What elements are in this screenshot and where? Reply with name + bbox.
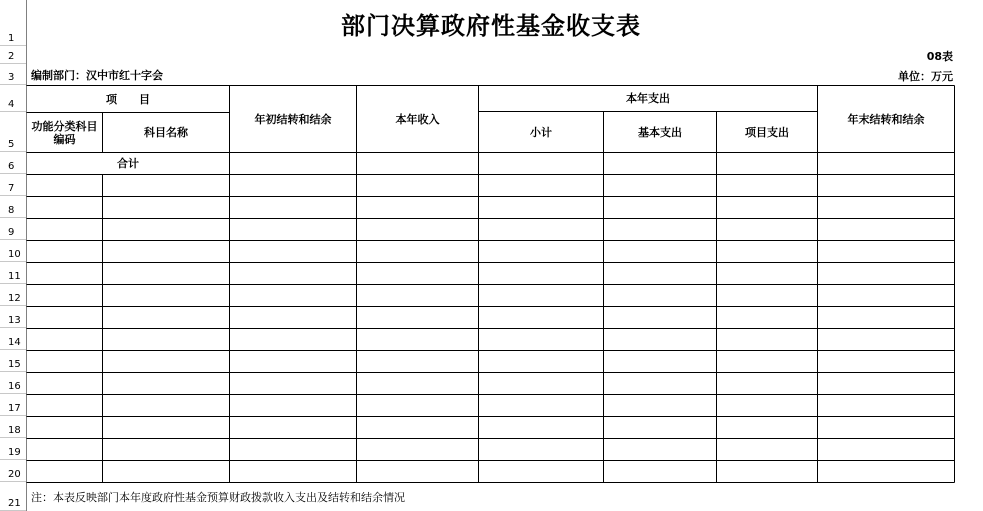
header-income: 本年收入 [395,112,440,126]
row-number[interactable]: 6 [0,152,26,174]
row-number[interactable]: 19 [0,438,26,460]
row-number[interactable]: 15 [0,350,26,372]
header-subtotal: 小计 [530,125,552,139]
unit-label: 单位：万元 [898,70,953,83]
footnote: 注：本表反映部门本年度政府性基金预算财政拨款收入支出及结转和结余情况 [31,491,405,504]
row-number[interactable]: 18 [0,416,26,438]
row-number[interactable]: 1 [0,0,26,46]
row-number[interactable]: 11 [0,262,26,284]
header-subject-name: 科目名称 [144,126,188,139]
row-number[interactable]: 9 [0,218,26,240]
row-number[interactable]: 17 [0,394,26,416]
row-number[interactable]: 2 [0,46,26,64]
header-expense: 本年支出 [626,92,670,105]
row-number[interactable]: 4 [0,85,26,112]
header-func-code: 功能分类科目编码 [31,119,98,146]
row-number[interactable]: 8 [0,196,26,218]
row-number[interactable]: 21 [0,482,26,511]
row-number[interactable]: 13 [0,306,26,328]
row-number[interactable]: 12 [0,284,26,306]
header-begin-balance: 年初结转和结余 [254,112,332,126]
page-title: 部门决算政府性基金收支表 [341,11,641,40]
total-row-label: 合计 [117,157,139,170]
form-number: 08表 [926,50,953,63]
header-end-balance: 年末结转和结余 [847,112,925,126]
row-number[interactable]: 20 [0,460,26,482]
row-number[interactable]: 16 [0,372,26,394]
department-label: 编制部门：汉中市红十字会 [31,69,163,82]
row-number[interactable]: 3 [0,64,26,85]
row-number[interactable]: 14 [0,328,26,350]
header-project-expense: 项目支出 [745,125,789,139]
row-number[interactable]: 5 [0,112,26,152]
row-number[interactable]: 7 [0,174,26,196]
header-project: 项 目 [106,92,150,106]
row-number[interactable]: 10 [0,240,26,262]
header-basic-expense: 基本支出 [638,125,682,139]
